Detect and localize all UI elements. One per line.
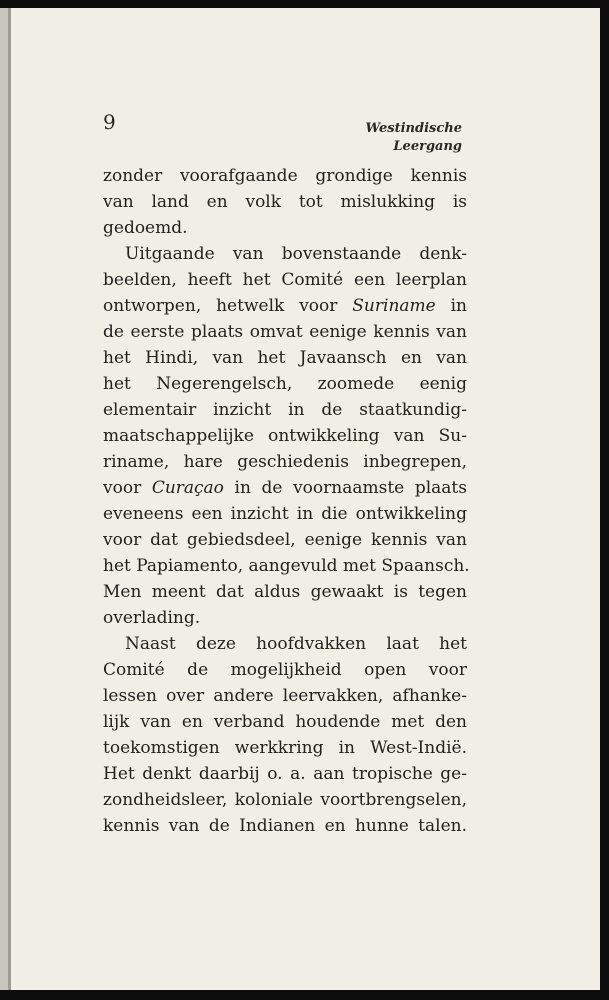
- running-head-line-2: Leergang: [393, 139, 462, 154]
- text-span: ontworpen, hetwelk voor: [103, 296, 353, 316]
- text-line: [103, 423, 467, 449]
- text-span: kennis van de Indianen en hunne talen.: [103, 816, 467, 836]
- text-span: gedoemd.: [103, 218, 188, 238]
- text-line: [103, 475, 467, 501]
- text-line: [103, 605, 467, 631]
- running-head: [365, 120, 462, 156]
- text-line: [103, 683, 467, 709]
- text-span: toekomstigen werkkring in West-Indië.: [103, 738, 467, 758]
- text-line: [103, 631, 467, 657]
- text-line: [103, 709, 467, 735]
- text-span: eveneens een inzicht in die ontwikkeling: [103, 504, 467, 524]
- text-span: zonder voorafgaande grondige kennis: [103, 166, 467, 186]
- text-span: het Papiamento, aangevuld met Spaansch.: [103, 556, 470, 576]
- page-number: 9: [103, 110, 116, 134]
- text-span: riname, hare geschiedenis inbegrepen,: [103, 452, 467, 472]
- text-line: [103, 397, 467, 423]
- text-span: Uitgaande van bovenstaande denk-: [125, 244, 467, 264]
- text-line: [103, 761, 467, 787]
- text-span: in de voornaamste plaats: [223, 478, 467, 498]
- text-line: [103, 189, 467, 215]
- page-gutter: [8, 8, 11, 990]
- text-line: [103, 215, 467, 241]
- book-page: [0, 8, 600, 990]
- text-line: [103, 267, 467, 293]
- text-span: Comité de mogelijkheid open voor: [103, 660, 467, 680]
- text-span: beelden, heeft het Comité een leerplan: [103, 270, 467, 290]
- running-head-line-1: Westindische: [365, 121, 462, 136]
- text-span: voor: [103, 478, 152, 498]
- text-span: Het denkt daarbij o. a. aan tropische ge-: [103, 764, 467, 784]
- italic-term: Curaçao: [151, 478, 224, 498]
- text-span: het Hindi, van het Javaansch en van: [103, 348, 467, 368]
- text-line: [103, 345, 467, 371]
- text-line: [103, 527, 467, 553]
- text-line: [103, 813, 467, 839]
- text-span: voor dat gebiedsdeel, eenige kennis van: [103, 530, 467, 550]
- text-span: in: [435, 296, 467, 316]
- text-line: [103, 163, 467, 189]
- text-line: [103, 319, 467, 345]
- text-span: de eerste plaats omvat eenige kennis van: [103, 322, 467, 342]
- text-line: [103, 553, 470, 579]
- italic-term: Suriname: [352, 296, 436, 316]
- text-span: overlading.: [103, 608, 201, 628]
- text-span: van land en volk tot mislukking is: [103, 192, 467, 212]
- text-span: elementair inzicht in de staatkundig-: [103, 400, 467, 420]
- body-text: [103, 163, 470, 839]
- text-line: [103, 449, 467, 475]
- text-span: Men meent dat aldus gewaakt is tegen: [103, 582, 467, 602]
- text-line: [103, 657, 467, 683]
- text-line: [103, 735, 467, 761]
- text-span: lijk van en verband houdende met den: [103, 712, 467, 732]
- text-line: [103, 501, 467, 527]
- text-line: [103, 241, 467, 267]
- text-span: lessen over andere leervakken, afhanke-: [103, 686, 467, 706]
- text-line: [103, 371, 467, 397]
- text-span: maatschappelijke ontwikkeling van Su-: [103, 426, 467, 446]
- text-span: het Negerengelsch, zoomede eenig: [103, 374, 467, 394]
- text-span: Naast deze hoofdvakken laat het: [125, 634, 467, 654]
- text-span: zondheidsleer, koloniale voortbrengselen,: [103, 790, 467, 810]
- text-line: [103, 579, 467, 605]
- text-line: [103, 293, 467, 319]
- text-line: [103, 787, 467, 813]
